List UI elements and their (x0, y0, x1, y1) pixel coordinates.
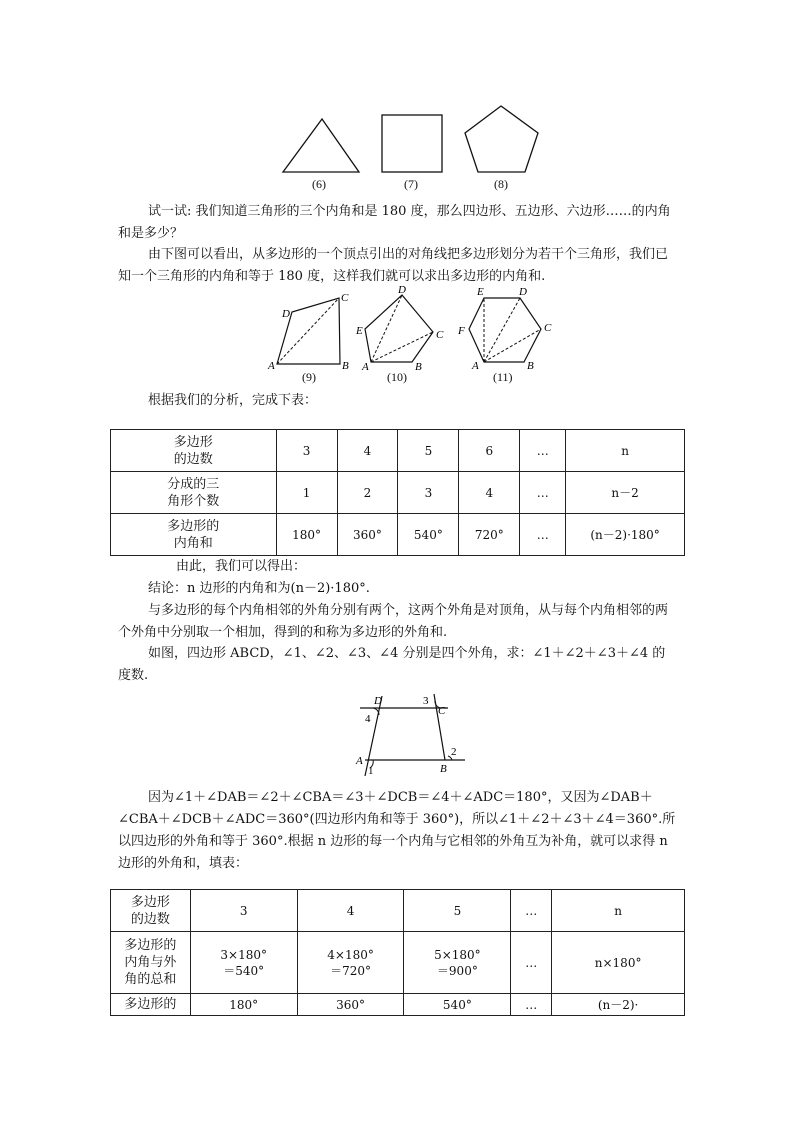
table-row (111, 472, 685, 514)
table-cell: n (566, 430, 685, 472)
quad-vertex-a: A (268, 360, 275, 372)
table-cell: 540° (404, 994, 511, 1016)
paragraph-table-intro: 根据我们的分析，完成下表： (148, 393, 318, 408)
ext-angle-4: 4 (365, 713, 371, 725)
figure-label-9: (9) (302, 370, 316, 384)
table-cell: … (520, 472, 566, 514)
paragraph-seen: 由下图可以看出，从多边形的一个顶点引出的对角线把多边形划分为若干个三角形，我们已知一个三角形的内角和等于 180 度，这样我们就可以求出多边形的内角和. (118, 247, 669, 284)
table-row-header: 多边形 的边数 (111, 430, 277, 472)
table-cell: 5 (398, 430, 459, 472)
table-cell: 6 (459, 430, 520, 472)
pent-vertex-b: B (415, 361, 422, 373)
table-cell: 3×180° ＝540° (190, 932, 297, 994)
table-cell: 3 (190, 890, 297, 932)
table-row-header: 分成的三 角形个数 (111, 472, 277, 514)
pent-vertex-e: E (356, 325, 363, 337)
hex-diagonal-2 (484, 298, 520, 362)
table-row-header: 多边形的 内角和 (111, 514, 277, 556)
ext-vertex-a: A (356, 755, 363, 767)
paragraph-conclusion: 结论：n 边形的内角和为(n－2)·180°. (148, 581, 370, 596)
table-cell: 180° (190, 994, 297, 1016)
table-cell: … (511, 994, 552, 1016)
table-row-header: 多边形 的边数 (111, 890, 191, 932)
table-row (111, 890, 685, 932)
table-cell: 4 (459, 472, 520, 514)
table-cell: … (520, 430, 566, 472)
table-cell: 180° (276, 514, 337, 556)
table-cell: … (520, 514, 566, 556)
table-row-header: 多边形的 (111, 994, 191, 1016)
table-cell: 5 (404, 890, 511, 932)
pent-diagonal-2 (371, 332, 433, 362)
pent-diagonal-1 (371, 295, 402, 362)
quad-vertex-b: B (342, 360, 349, 372)
ext-vertex-b: B (440, 763, 447, 775)
paragraph-because: 因为∠1＋∠DAB＝∠2＋∠CBA＝∠3＋∠DCB＝∠4＋∠ADC＝180°，又因为∠DAB＋∠CBA＋∠DCB＋∠ADC＝360°(四边形内角和等于 360°)，所以∠1＋∠2＋∠3＋∠4＝360°.所以四边形的外角和等于 360°.根据 n 边形的每一个内角与它相邻的外角互为补角，就可以求得 n 边形的外角和，填表： (118, 790, 676, 871)
pentagon-shape (465, 106, 538, 172)
exterior-angle-table (110, 889, 685, 1016)
figure-label-11: (11) (493, 370, 513, 384)
table-cell: 1 (276, 472, 337, 514)
hex-vertex-c: C (544, 322, 552, 334)
table-cell: 4 (297, 890, 404, 932)
paragraph-try: 试一试: 我们知道三角形的三个内角和是 180 度，那么四边形、五边形、六边形……的内角和是多少？ (118, 204, 671, 241)
figure-label-8: (8) (494, 177, 508, 191)
paragraph-exterior-definition: 与多边形的每个内角相邻的外角分别有两个，这两个外角是对顶角，从与每个内角相邻的两个外角中分别取一个相加，得到的和称为多边形的外角和. (118, 603, 669, 640)
paragraph-hence: 由此，我们可以得出： (176, 559, 307, 574)
table-cell: n (552, 890, 685, 932)
table-row (111, 514, 685, 556)
table-cell: 360° (337, 514, 398, 556)
table-cell: 4×180° ＝720° (297, 932, 404, 994)
hex-vertex-e: E (477, 286, 484, 298)
table-row (111, 932, 685, 994)
pent-vertex-c: C (436, 329, 444, 341)
hex-vertex-d: D (519, 286, 527, 298)
ext-vertex-d: D (374, 695, 382, 707)
table-row (111, 430, 685, 472)
ext-vertex-c: C (438, 705, 446, 717)
table-cell: (n－2)· (552, 994, 685, 1016)
square-shape (382, 115, 442, 172)
pent-vertex-a: A (362, 361, 369, 373)
table-row (111, 994, 685, 1016)
hex-vertex-b: B (527, 360, 534, 372)
ext-angle-2: 2 (451, 746, 457, 758)
table-cell: 3 (398, 472, 459, 514)
table-cell: n×180° (552, 932, 685, 994)
hexagon-diagonal-shape (469, 298, 541, 362)
table-cell: 4 (337, 430, 398, 472)
table-cell: 5×180° ＝900° (404, 932, 511, 994)
hex-vertex-f: F (458, 325, 465, 337)
table-cell: 360° (297, 994, 404, 1016)
quad-vertex-c: C (341, 292, 349, 304)
figure-label-6: (6) (312, 177, 326, 191)
pent-vertex-d: D (398, 284, 406, 296)
table-cell: n－2 (566, 472, 685, 514)
table-cell: 3 (276, 430, 337, 472)
table-cell: 540° (398, 514, 459, 556)
figure-label-7: (7) (404, 177, 418, 191)
quad-vertex-d: D (282, 308, 290, 320)
table-cell: 720° (459, 514, 520, 556)
paragraph-example: 如图，四边形 ABCD，∠1、∠2、∠3、∠4 分别是四个外角，求：∠1＋∠2＋∠3＋∠4 的度数. (118, 646, 666, 683)
table-cell: … (511, 890, 552, 932)
table-cell: 2 (337, 472, 398, 514)
figure-label-10: (10) (387, 370, 407, 384)
hex-vertex-a: A (472, 360, 479, 372)
exterior-angle-figure (350, 688, 480, 780)
table-cell: (n－2)·180° (566, 514, 685, 556)
table-row-header: 多边形的 内角与外 角的总和 (111, 932, 191, 994)
interior-angle-table (110, 429, 685, 556)
triangle-shape (283, 119, 359, 172)
ext-angle-3: 3 (423, 695, 429, 707)
table-cell: … (511, 932, 552, 994)
ext-angle-1: 1 (368, 765, 374, 777)
